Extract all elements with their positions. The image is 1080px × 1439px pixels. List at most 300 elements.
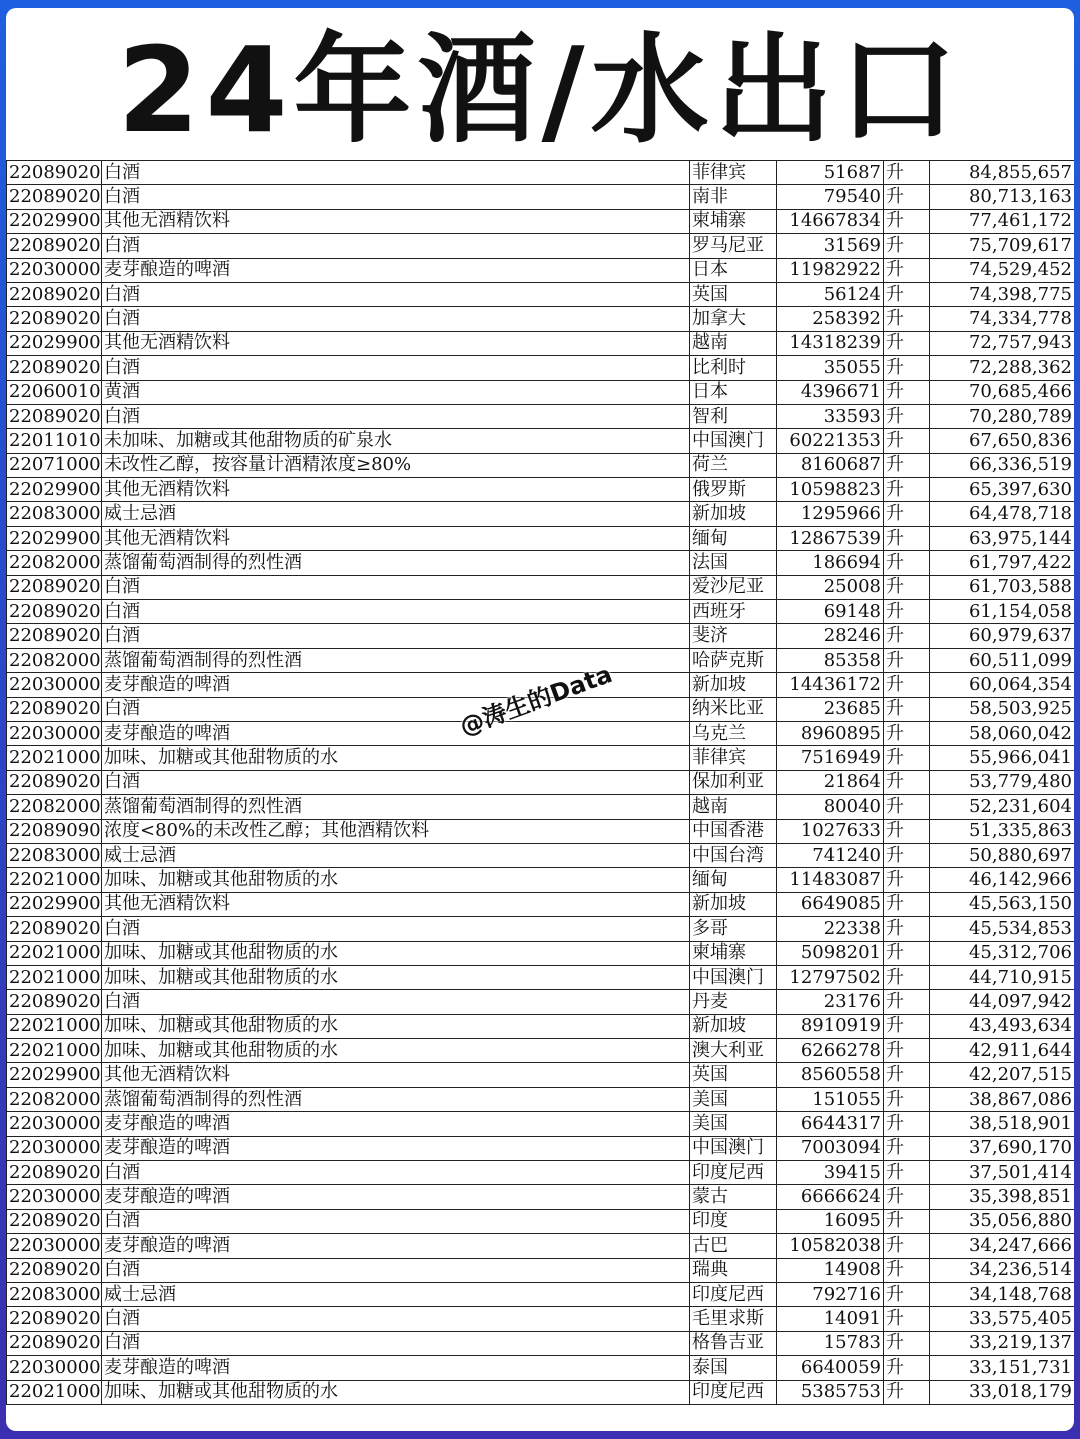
cell-code: 22030000 [7,1185,102,1209]
cell-amount: 34,148,768 [930,1282,1075,1306]
cell-amount: 58,060,042 [930,721,1075,745]
table-row [7,161,1075,185]
cell-qty: 60221353 [777,429,884,453]
cell-name: 白酒 [102,282,690,306]
cell-name: 加味、加糖或其他甜物质的水 [102,746,690,770]
cell-name: 麦芽酿造的啤酒 [102,1234,690,1258]
cell-code: 22030000 [7,1112,102,1136]
cell-code: 22060010 [7,380,102,404]
cell-unit: 升 [884,404,930,428]
cell-qty: 22338 [777,917,884,941]
table-row [7,478,1075,502]
cell-amount: 60,064,354 [930,673,1075,697]
table-row [7,404,1075,428]
export-table-body [7,161,1075,1405]
cell-name: 加味、加糖或其他甜物质的水 [102,1014,690,1038]
cell-name: 白酒 [102,1331,690,1355]
cell-qty: 4396671 [777,380,884,404]
cell-name: 加味、加糖或其他甜物质的水 [102,1380,690,1404]
table-row [7,282,1075,306]
table-row [7,843,1075,867]
table-row [7,356,1075,380]
cell-unit: 升 [884,551,930,575]
cell-unit: 升 [884,1356,930,1380]
cell-unit: 升 [884,892,930,916]
cell-qty: 14436172 [777,673,884,697]
cell-qty: 6649085 [777,892,884,916]
cell-country: 日本 [690,380,777,404]
table-row [7,1161,1075,1185]
cell-unit: 升 [884,453,930,477]
export-card [6,8,1074,1431]
cell-country: 罗马尼亚 [690,234,777,258]
cell-code: 22089020 [7,1258,102,1282]
cell-unit: 升 [884,965,930,989]
cell-amount: 60,511,099 [930,648,1075,672]
table-row [7,1014,1075,1038]
cell-name: 白酒 [102,234,690,258]
cell-country: 智利 [690,404,777,428]
cell-code: 22089020 [7,404,102,428]
table-row [7,1039,1075,1063]
cell-qty: 741240 [777,843,884,867]
cell-qty: 23176 [777,990,884,1014]
cell-name: 白酒 [102,770,690,794]
cell-code: 22071000 [7,453,102,477]
cell-code: 22089020 [7,1161,102,1185]
cell-code: 22021000 [7,1039,102,1063]
cell-country: 英国 [690,282,777,306]
cell-code: 22082000 [7,551,102,575]
cell-amount: 74,334,778 [930,307,1075,331]
cell-amount: 52,231,604 [930,795,1075,819]
cell-code: 22089020 [7,990,102,1014]
cell-unit: 升 [884,429,930,453]
cell-code: 22089020 [7,575,102,599]
table-row [7,234,1075,258]
cell-code: 22089020 [7,185,102,209]
cell-qty: 6640059 [777,1356,884,1380]
table-row [7,624,1075,648]
cell-qty: 14091 [777,1307,884,1331]
cell-name: 其他无酒精饮料 [102,1063,690,1087]
cell-country: 澳大利亚 [690,1039,777,1063]
cell-country: 保加利亚 [690,770,777,794]
table-row [7,307,1075,331]
cell-qty: 69148 [777,600,884,624]
cell-qty: 1295966 [777,502,884,526]
cell-qty: 14908 [777,1258,884,1282]
cell-name: 黄酒 [102,380,690,404]
table-row [7,526,1075,550]
cell-country: 柬埔寨 [690,209,777,233]
cell-code: 22089020 [7,1209,102,1233]
cell-amount: 33,219,137 [930,1331,1075,1355]
cell-qty: 792716 [777,1282,884,1306]
cell-name: 麦芽酿造的啤酒 [102,1356,690,1380]
cell-country: 印度尼西 [690,1380,777,1404]
table-row [7,209,1075,233]
cell-country: 格鲁吉亚 [690,1331,777,1355]
cell-qty: 8960895 [777,721,884,745]
cell-amount: 37,690,170 [930,1136,1075,1160]
cell-amount: 33,575,405 [930,1307,1075,1331]
cell-name: 威士忌酒 [102,502,690,526]
cell-unit: 升 [884,575,930,599]
table-row [7,770,1075,794]
table-row [7,1307,1075,1331]
cell-amount: 74,398,775 [930,282,1075,306]
cell-name: 其他无酒精饮料 [102,526,690,550]
table-row [7,380,1075,404]
cell-amount: 80,713,163 [930,185,1075,209]
cell-country: 美国 [690,1087,777,1111]
cell-amount: 74,529,452 [930,258,1075,282]
cell-unit: 升 [884,1136,930,1160]
cell-amount: 43,493,634 [930,1014,1075,1038]
cell-amount: 44,097,942 [930,990,1075,1014]
cell-name: 白酒 [102,307,690,331]
cell-amount: 42,911,644 [930,1039,1075,1063]
cell-qty: 11483087 [777,868,884,892]
cell-code: 22030000 [7,258,102,282]
cell-unit: 升 [884,185,930,209]
cell-country: 瑞典 [690,1258,777,1282]
cell-name: 其他无酒精饮料 [102,892,690,916]
cell-name: 麦芽酿造的啤酒 [102,1185,690,1209]
cell-unit: 升 [884,624,930,648]
table-row [7,1380,1075,1404]
cell-unit: 升 [884,1112,930,1136]
table-row [7,917,1075,941]
cell-unit: 升 [884,526,930,550]
cell-qty: 11982922 [777,258,884,282]
watermark: @涛生的Data [456,660,616,742]
cell-amount: 46,142,966 [930,868,1075,892]
cell-country: 中国澳门 [690,965,777,989]
cell-qty: 35055 [777,356,884,380]
cell-amount: 42,207,515 [930,1063,1075,1087]
cell-code: 22029900 [7,892,102,916]
cell-name: 白酒 [102,1307,690,1331]
table-row [7,648,1075,672]
cell-unit: 升 [884,1087,930,1111]
cell-country: 古巴 [690,1234,777,1258]
cell-amount: 61,797,422 [930,551,1075,575]
cell-code: 22029900 [7,526,102,550]
cell-name: 麦芽酿造的啤酒 [102,1112,690,1136]
table-row [7,502,1075,526]
cell-name: 麦芽酿造的啤酒 [102,258,690,282]
cell-name: 加味、加糖或其他甜物质的水 [102,965,690,989]
cell-amount: 51,335,863 [930,819,1075,843]
cell-amount: 55,966,041 [930,746,1075,770]
table-row [7,1258,1075,1282]
cell-qty: 5098201 [777,941,884,965]
cell-qty: 6666624 [777,1185,884,1209]
cell-unit: 升 [884,843,930,867]
cell-country: 法国 [690,551,777,575]
cell-amount: 33,018,179 [930,1380,1075,1404]
cell-code: 22089090 [7,819,102,843]
cell-qty: 80040 [777,795,884,819]
cell-country: 菲律宾 [690,746,777,770]
cell-name: 白酒 [102,917,690,941]
cell-amount: 34,247,666 [930,1234,1075,1258]
cell-qty: 151055 [777,1087,884,1111]
cell-name: 白酒 [102,624,690,648]
cell-amount: 58,503,925 [930,697,1075,721]
cell-country: 印度尼西 [690,1282,777,1306]
cell-unit: 升 [884,941,930,965]
table-row [7,453,1075,477]
cell-amount: 84,855,657 [930,161,1075,185]
cell-amount: 70,280,789 [930,404,1075,428]
cell-unit: 升 [884,307,930,331]
table-row [7,1331,1075,1355]
cell-code: 22021000 [7,1380,102,1404]
cell-amount: 35,056,880 [930,1209,1075,1233]
cell-unit: 升 [884,868,930,892]
cell-amount: 65,397,630 [930,478,1075,502]
cell-qty: 23685 [777,697,884,721]
cell-amount: 64,478,718 [930,502,1075,526]
cell-qty: 85358 [777,648,884,672]
table-row [7,1356,1075,1380]
cell-qty: 56124 [777,282,884,306]
cell-amount: 38,518,901 [930,1112,1075,1136]
cell-code: 22030000 [7,721,102,745]
cell-code: 22089020 [7,917,102,941]
cell-code: 22021000 [7,1014,102,1038]
cell-name: 其他无酒精饮料 [102,331,690,355]
cell-code: 22029900 [7,331,102,355]
table-row [7,1063,1075,1087]
cell-amount: 45,312,706 [930,941,1075,965]
cell-code: 22089020 [7,770,102,794]
table-row [7,819,1075,843]
cell-amount: 61,154,058 [930,600,1075,624]
cell-qty: 14667834 [777,209,884,233]
cell-country: 新加坡 [690,1014,777,1038]
cell-qty: 31569 [777,234,884,258]
cell-name: 威士忌酒 [102,1282,690,1306]
table-row [7,258,1075,282]
cell-name: 蒸馏葡萄酒制得的烈性酒 [102,648,690,672]
cell-unit: 升 [884,282,930,306]
table-row [7,892,1075,916]
cell-country: 越南 [690,795,777,819]
cell-name: 白酒 [102,697,690,721]
cell-amount: 35,398,851 [930,1185,1075,1209]
table-row [7,965,1075,989]
table-row [7,185,1075,209]
cell-name: 白酒 [102,1161,690,1185]
cell-qty: 12867539 [777,526,884,550]
cell-country: 印度 [690,1209,777,1233]
cell-code: 22089020 [7,1307,102,1331]
cell-code: 22089020 [7,282,102,306]
cell-code: 22082000 [7,795,102,819]
table-row [7,795,1075,819]
cell-unit: 升 [884,234,930,258]
cell-name: 蒸馏葡萄酒制得的烈性酒 [102,795,690,819]
cell-country: 乌克兰 [690,721,777,745]
cell-code: 22089020 [7,1331,102,1355]
cell-name: 白酒 [102,185,690,209]
cell-code: 22030000 [7,1234,102,1258]
cell-country: 中国台湾 [690,843,777,867]
table-row [7,721,1075,745]
cell-unit: 升 [884,331,930,355]
cell-qty: 8560558 [777,1063,884,1087]
cell-unit: 升 [884,1039,930,1063]
cell-unit: 升 [884,380,930,404]
cell-amount: 45,563,150 [930,892,1075,916]
cell-country: 毛里求斯 [690,1307,777,1331]
cell-country: 多哥 [690,917,777,941]
cell-code: 22089020 [7,600,102,624]
cell-country: 加拿大 [690,307,777,331]
table-row [7,1185,1075,1209]
cell-code: 22083000 [7,843,102,867]
cell-code: 22030000 [7,1356,102,1380]
cell-unit: 升 [884,648,930,672]
cell-qty: 15783 [777,1331,884,1355]
cell-amount: 50,880,697 [930,843,1075,867]
cell-amount: 63,975,144 [930,526,1075,550]
cell-code: 22021000 [7,868,102,892]
table-row [7,1112,1075,1136]
cell-name: 麦芽酿造的啤酒 [102,673,690,697]
cell-country: 新加坡 [690,673,777,697]
cell-unit: 升 [884,600,930,624]
cell-unit: 升 [884,1307,930,1331]
cell-qty: 8910919 [777,1014,884,1038]
cell-amount: 61,703,588 [930,575,1075,599]
cell-country: 新加坡 [690,502,777,526]
cell-code: 22021000 [7,965,102,989]
cell-unit: 升 [884,1282,930,1306]
cell-country: 中国澳门 [690,429,777,453]
cell-qty: 33593 [777,404,884,428]
cell-unit: 升 [884,478,930,502]
cell-name: 白酒 [102,404,690,428]
cell-country: 爱沙尼亚 [690,575,777,599]
cell-qty: 51687 [777,161,884,185]
cell-unit: 升 [884,1063,930,1087]
cell-country: 南非 [690,185,777,209]
cell-unit: 升 [884,1185,930,1209]
cell-qty: 21864 [777,770,884,794]
cell-name: 白酒 [102,990,690,1014]
cell-code: 22089020 [7,161,102,185]
cell-qty: 12797502 [777,965,884,989]
table-row [7,746,1075,770]
cell-code: 22030000 [7,673,102,697]
cell-amount: 66,336,519 [930,453,1075,477]
cell-amount: 33,151,731 [930,1356,1075,1380]
cell-unit: 升 [884,697,930,721]
cell-country: 印度尼西 [690,1161,777,1185]
cell-unit: 升 [884,356,930,380]
page-title: 24年酒/水出口 [117,20,963,159]
table-row [7,941,1075,965]
cell-unit: 升 [884,721,930,745]
cell-country: 纳米比亚 [690,697,777,721]
cell-unit: 升 [884,990,930,1014]
cell-country: 英国 [690,1063,777,1087]
cell-qty: 1027633 [777,819,884,843]
cell-qty: 7516949 [777,746,884,770]
cell-unit: 升 [884,1209,930,1233]
cell-amount: 34,236,514 [930,1258,1075,1282]
table-row [7,1234,1075,1258]
cell-unit: 升 [884,673,930,697]
cell-name: 白酒 [102,575,690,599]
cell-unit: 升 [884,1331,930,1355]
cell-country: 中国香港 [690,819,777,843]
cell-amount: 53,779,480 [930,770,1075,794]
table-row [7,1282,1075,1306]
table-row [7,331,1075,355]
cell-qty: 7003094 [777,1136,884,1160]
cell-qty: 28246 [777,624,884,648]
cell-country: 菲律宾 [690,161,777,185]
cell-qty: 8160687 [777,453,884,477]
cell-amount: 72,288,362 [930,356,1075,380]
cell-unit: 升 [884,258,930,282]
cell-qty: 25008 [777,575,884,599]
cell-qty: 16095 [777,1209,884,1233]
cell-code: 22082000 [7,648,102,672]
table-row [7,868,1075,892]
cell-amount: 37,501,414 [930,1161,1075,1185]
cell-code: 22029900 [7,1063,102,1087]
cell-name: 加味、加糖或其他甜物质的水 [102,1039,690,1063]
cell-qty: 6644317 [777,1112,884,1136]
cell-code: 22089020 [7,356,102,380]
cell-code: 22082000 [7,1087,102,1111]
cell-code: 22029900 [7,478,102,502]
cell-country: 哈萨克斯 [690,648,777,672]
cell-code: 22089020 [7,697,102,721]
cell-country: 缅甸 [690,526,777,550]
cell-unit: 升 [884,209,930,233]
cell-code: 22089020 [7,307,102,331]
cell-amount: 44,710,915 [930,965,1075,989]
cell-name: 其他无酒精饮料 [102,209,690,233]
cell-country: 蒙古 [690,1185,777,1209]
cell-name: 麦芽酿造的啤酒 [102,721,690,745]
cell-unit: 升 [884,795,930,819]
table-row [7,1136,1075,1160]
cell-unit: 升 [884,161,930,185]
cell-code: 22021000 [7,746,102,770]
cell-unit: 升 [884,1161,930,1185]
cell-unit: 升 [884,1014,930,1038]
cell-code: 22089020 [7,234,102,258]
cell-code: 22021000 [7,941,102,965]
cell-amount: 70,685,466 [930,380,1075,404]
cell-qty: 39415 [777,1161,884,1185]
cell-country: 美国 [690,1112,777,1136]
cell-amount: 45,534,853 [930,917,1075,941]
cell-country: 中国澳门 [690,1136,777,1160]
cell-code: 22083000 [7,502,102,526]
table-row [7,551,1075,575]
cell-name: 麦芽酿造的啤酒 [102,1136,690,1160]
